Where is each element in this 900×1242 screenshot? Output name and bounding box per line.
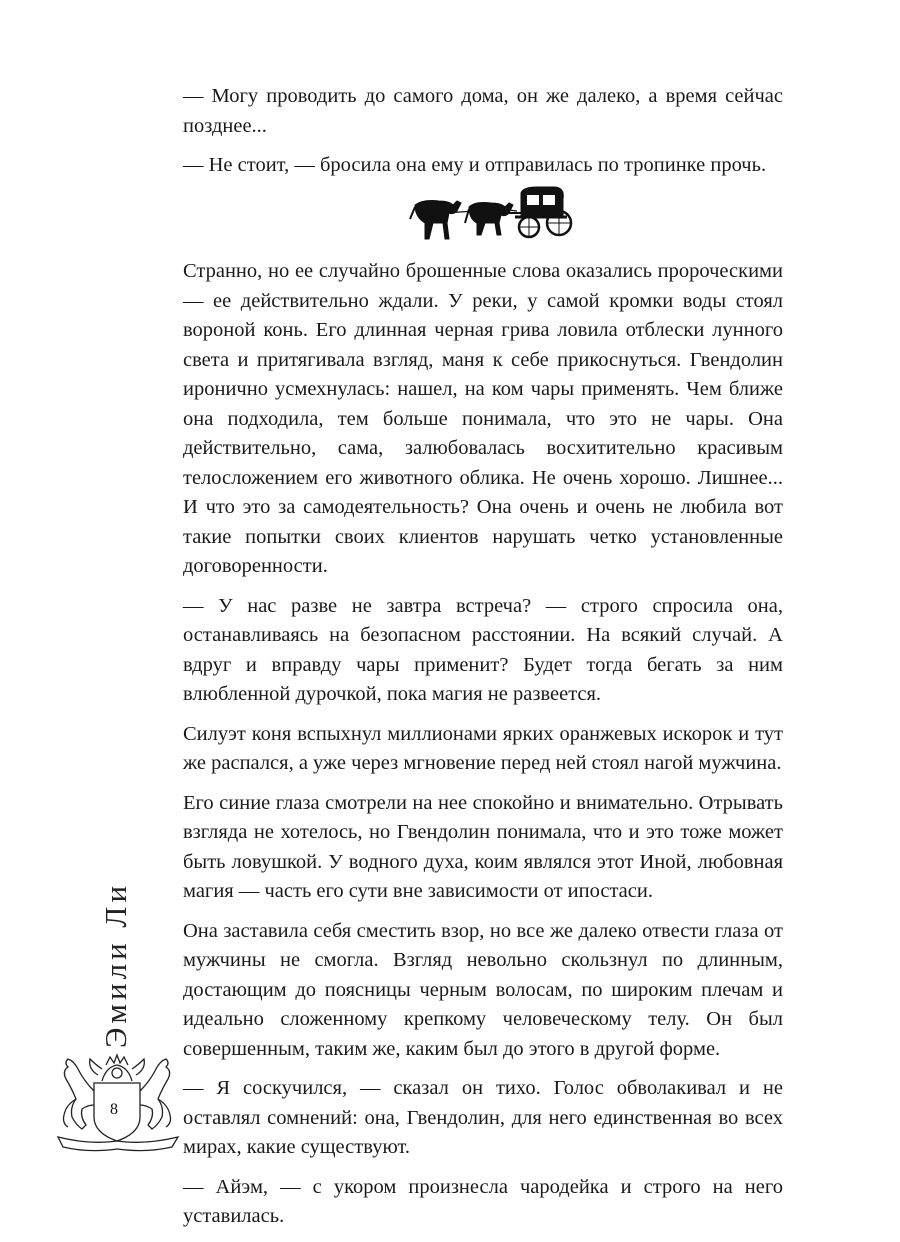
paragraph: — Могу проводить до самого дома, он же далеко, а время сейчас позднее...: [183, 85, 783, 137]
paragraph: — Айэм, — с укором произнесла чародейка и строго на него уставилась.: [183, 1175, 783, 1227]
paragraph: — Я соскучился, — сказал он тихо. Голос обволакивал и не оставлял сомнений: она, Гвендолин, для него единственная во всех мирах, какие существуют.: [183, 1077, 783, 1158]
paragraph: Силуэт коня вспыхнул миллионами ярких оранжевых искорок и тут же распался, а уже через мгновение перед ней стоял нагой мужчина.: [183, 722, 783, 774]
paragraph: Его синие глаза смотрели на нее спокойно и внимательно. Отрывать взгляда не хотелось, но Гвендолин понимала, что и это тоже может быть ловушкой. У водного духа, коим являлся этот Иной, любовная магия — часть его сути вне зависимости от ипостаси.: [183, 791, 783, 902]
author-name: Эмили Ли: [98, 881, 134, 1049]
main-text-block: [183, 257, 783, 1242]
top-text-block: [183, 82, 783, 191]
horse-carriage-divider-icon: [405, 183, 575, 248]
paragraph: — Не стоит, — бросила она ему и отправилась по тропинке прочь.: [183, 154, 767, 176]
paragraph: Она заставила себя сместить взор, но все же далеко отвести глаза от мужчины не смогла. Взгляд невольно скользнул по длинным, достающим до поясницы черным волосам, по широким плечам и идеально сложенному крепкому человеческому телу. Он был совершенным, таким же, каким был до этого в другой форме.: [183, 919, 783, 1060]
paragraph: Странно, но ее случайно брошенные слова оказались пророческими — ее действительно ждали. У реки, у самой кромки воды стоял вороной конь. Его длинная черная грива ловила отблески лунного света и притягивала взгляд, маня к себе прикоснуться. Гвендолин иронично усмехнулась: нашел, на ком чары применять. Чем ближе она подходила, тем больше понимала, что это не чары. Она действительно, сама, залюбовалась восхитительно красивым телосложением его животного облика. Не очень хорошо. Лишнее... И что это за самодеятельность? Она очень и очень не любила вот такие попытки своих клиентов нарушать четко установленные договоренности.: [183, 260, 783, 577]
heraldic-crest-icon: [50, 1045, 185, 1155]
page-number: 8: [110, 1101, 118, 1118]
paragraph: — У нас разве не завтра встреча? — строго спросила она, останавливаясь на безопасном расстоянии. На всякий случай. А вдруг и вправду чары применит? Будет тогда бегать за ним влюбленной дурочкой, пока магия не развеется.: [183, 594, 783, 705]
author-running-head: [68, 881, 164, 1049]
